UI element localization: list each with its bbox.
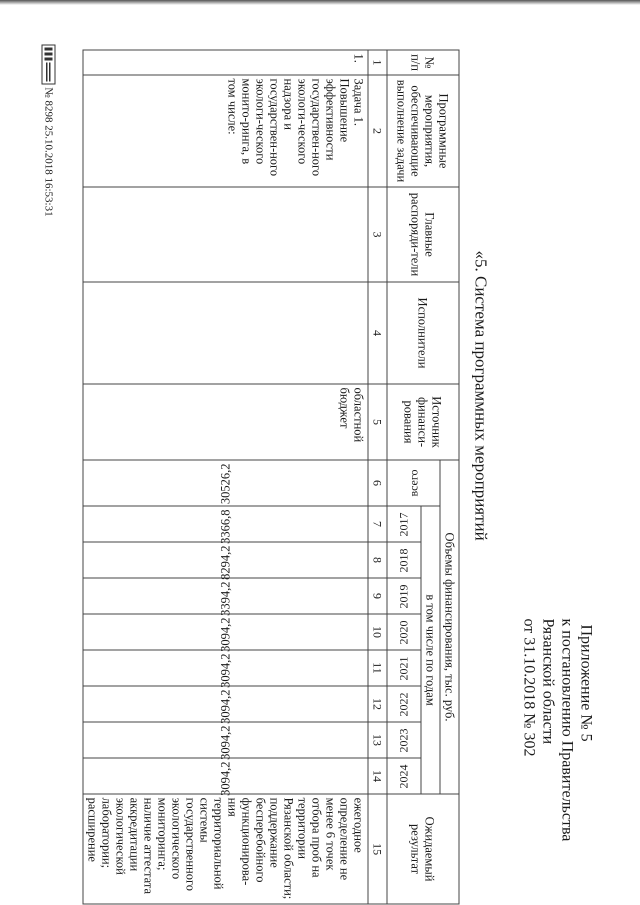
header-executors: Исполнители: [387, 282, 459, 384]
registration-stamp: [34, 45, 56, 345]
row-year-value-text: 3094,2: [218, 653, 233, 688]
header-measures: Программные мероприятия, обеспечивающие выполнение задачи: [387, 75, 459, 187]
program-measures-table: [83, 50, 460, 905]
header-volumes: Объемы финансирования, тыс. руб.: [440, 460, 459, 794]
column-number: 7: [368, 506, 387, 542]
header-year: [387, 614, 421, 650]
header-total: [387, 460, 440, 506]
column-number: 9: [368, 578, 387, 614]
header-year-text: 2017: [397, 512, 411, 536]
row-year-value: [83, 758, 368, 794]
row-year-value-text: 3094,2: [218, 725, 233, 760]
row-total-value: 30526,2: [218, 463, 233, 505]
row-result: ежегодное определение не менее 6 точек отбора проб на территории Рязанской области; поддержание бесперебойного функционирова-ния территориальной системы государственного экологического мониторинга; наличие аттестата аккредитации экологической лаборатории; расширение: [83, 794, 368, 904]
stamp-datetime: 25.10.2018 16:53:31: [42, 125, 55, 217]
header-source: Источник финанси-рования: [387, 384, 459, 460]
header-year: [387, 578, 421, 614]
row-year-value: [83, 506, 368, 542]
row-year-value: [83, 578, 368, 614]
header-year-text: 2020: [397, 620, 411, 644]
header-managers: Главные распоряди-тели: [387, 187, 459, 282]
row-year-value: [83, 722, 368, 758]
header-by-years: в том числе по годам: [421, 506, 440, 794]
column-number: 12: [368, 686, 387, 722]
header-year-text: 2021: [397, 656, 411, 680]
table-row: [83, 50, 368, 904]
header-year-text: 2023: [397, 728, 411, 752]
scan-edge: [0, 0, 640, 5]
appendix-decree-line: к постановлению Правительства: [558, 618, 576, 842]
header-year-text: 2019: [397, 584, 411, 608]
header-year: [387, 722, 421, 758]
row-year-value: [83, 686, 368, 722]
row-year-value-text: 3094,2: [218, 617, 233, 652]
row-year-value: [83, 614, 368, 650]
row-number: 1.: [83, 50, 368, 75]
header-year: [387, 506, 421, 542]
appendix-header: [520, 619, 596, 879]
row-year-value: [83, 542, 368, 578]
row-year-value-text: 3366,8: [218, 509, 233, 544]
row-year-value-text: 3094,2: [218, 689, 233, 724]
header-year: [387, 542, 421, 578]
header-year-text: 2018: [397, 548, 411, 572]
header-year: [387, 758, 421, 794]
header-year: [387, 686, 421, 722]
column-number: 4: [368, 282, 387, 384]
column-number: 5: [368, 384, 387, 460]
column-number: 10: [368, 614, 387, 650]
row-year-value-text: 8294,2: [218, 545, 233, 580]
column-number: 14: [368, 758, 387, 794]
appendix-number: Приложение № 5: [577, 624, 595, 742]
column-number: 2: [368, 75, 387, 187]
header-year-text: 2022: [397, 692, 411, 716]
appendix-region-line: Рязанской области: [539, 618, 557, 745]
row-executor: [83, 282, 368, 384]
column-number: 1: [368, 50, 387, 75]
column-number: 3: [368, 187, 387, 282]
registry-logo-icon: [42, 45, 56, 85]
section-title: «5. Система программных мероприятий: [471, 250, 491, 541]
header-total-text: всего: [406, 469, 421, 497]
column-number-row: [368, 50, 387, 904]
row-year-value: [83, 650, 368, 686]
row-year-value-text: 3094,2: [218, 761, 233, 796]
header-num: № п/п: [387, 50, 459, 75]
row-total: [83, 460, 368, 506]
header-year: [387, 650, 421, 686]
column-number: 11: [368, 650, 387, 686]
header-year-text: 2024: [397, 764, 411, 789]
column-number: 6: [368, 460, 387, 506]
column-number: 13: [368, 722, 387, 758]
column-number: 15: [368, 794, 387, 904]
row-measure: Задача 1. Повышение эффективности государствен-ного экологи-ческого надзора и государствен-ного экологи-ческого монито-ринга, в том числе:: [83, 75, 368, 187]
stamp-number: № 8298: [42, 87, 55, 123]
document-page: [16, 15, 626, 900]
row-source: областной бюджет: [83, 384, 368, 460]
row-year-value-text: 3394,2: [218, 581, 233, 616]
appendix-date-line: от 31.10.2018 № 302: [520, 618, 538, 757]
column-number: 8: [368, 542, 387, 578]
header-result: Ожидаемый результат: [387, 794, 459, 904]
row-manager: [83, 187, 368, 282]
